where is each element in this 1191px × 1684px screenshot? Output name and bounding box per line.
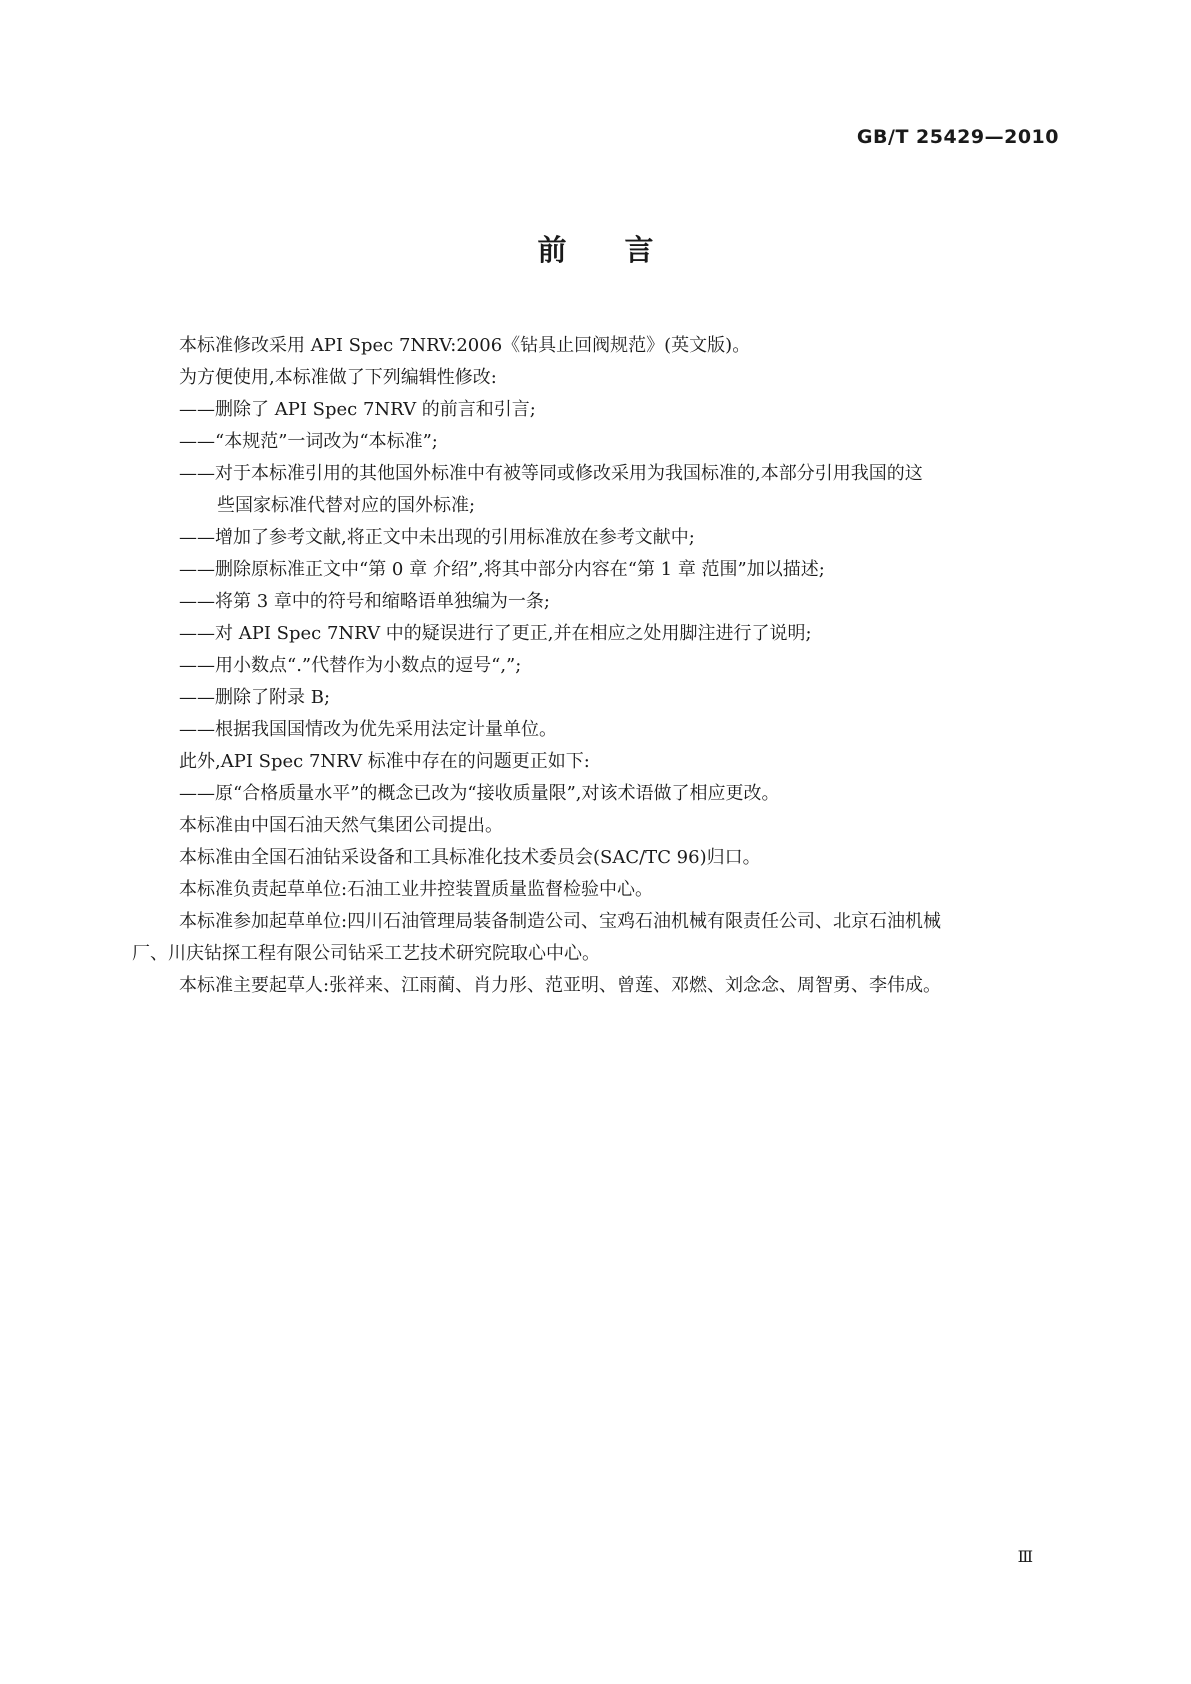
list-item: ——增加了参考文献,将正文中未出现的引用标准放在参考文献中; (179, 527, 695, 548)
paragraph-line: 为方便使用,本标准做了下列编辑性修改: (179, 367, 497, 388)
paragraph-line: 本标准由全国石油钻采设备和工具标准化技术委员会(SAC/TC 96)归口。 (179, 847, 761, 868)
list-item: ——将第 3 章中的符号和缩略语单独编为一条; (179, 591, 550, 612)
paragraph-line: 本标准主要起草人:张祥来、江雨蔺、肖力彤、范亚明、曾莲、邓燃、刘念念、周智勇、李伟成。 (179, 975, 942, 996)
preface-body (132, 330, 1067, 1002)
page-number: Ⅲ (1017, 1547, 1033, 1566)
paragraph-line: 本标准负责起草单位:石油工业井控装置质量监督检验中心。 (179, 879, 654, 900)
list-item: ——用小数点“.”代替作为小数点的逗号“,”; (179, 655, 522, 676)
list-item: ——对 API Spec 7NRV 中的疑误进行了更正,并在相应之处用脚注进行了说明; (179, 623, 812, 644)
paragraph-line: 本标准由中国石油天然气集团公司提出。 (179, 815, 503, 836)
list-item-continuation: 些国家标准代替对应的国外标准; (217, 495, 476, 516)
page-title: 前言 (537, 233, 712, 267)
paragraph-continuation: 厂、川庆钻探工程有限公司钻采工艺技术研究院取心中心。 (132, 943, 600, 964)
list-item: ——删除了 API Spec 7NRV 的前言和引言; (179, 399, 536, 420)
list-item: ——删除原标准正文中“第 0 章 介绍”,将其中部分内容在“第 1 章 范围”加以描述; (179, 559, 825, 580)
list-item: ——删除了附录 B; (179, 687, 331, 708)
list-item: ——根据我国国情改为优先采用法定计量单位。 (179, 719, 557, 740)
paragraph-line: 本标准修改采用 API Spec 7NRV:2006《钻具止回阀规范》(英文版)。 (179, 335, 751, 356)
standard-number: GB/T 25429—2010 (856, 126, 1059, 148)
paragraph-line: 本标准参加起草单位:四川石油管理局装备制造公司、宝鸡石油机械有限责任公司、北京石油机械 (179, 911, 942, 932)
list-item: ——原“合格质量水平”的概念已改为“接收质量限”,对该术语做了相应更改。 (179, 783, 780, 804)
paragraph-line: 此外,API Spec 7NRV 标准中存在的问题更正如下: (179, 751, 590, 772)
list-item: ——“本规范”一词改为“本标准”; (179, 431, 438, 452)
list-item: ——对于本标准引用的其他国外标准中有被等同或修改采用为我国标准的,本部分引用我国的这 (179, 463, 923, 484)
